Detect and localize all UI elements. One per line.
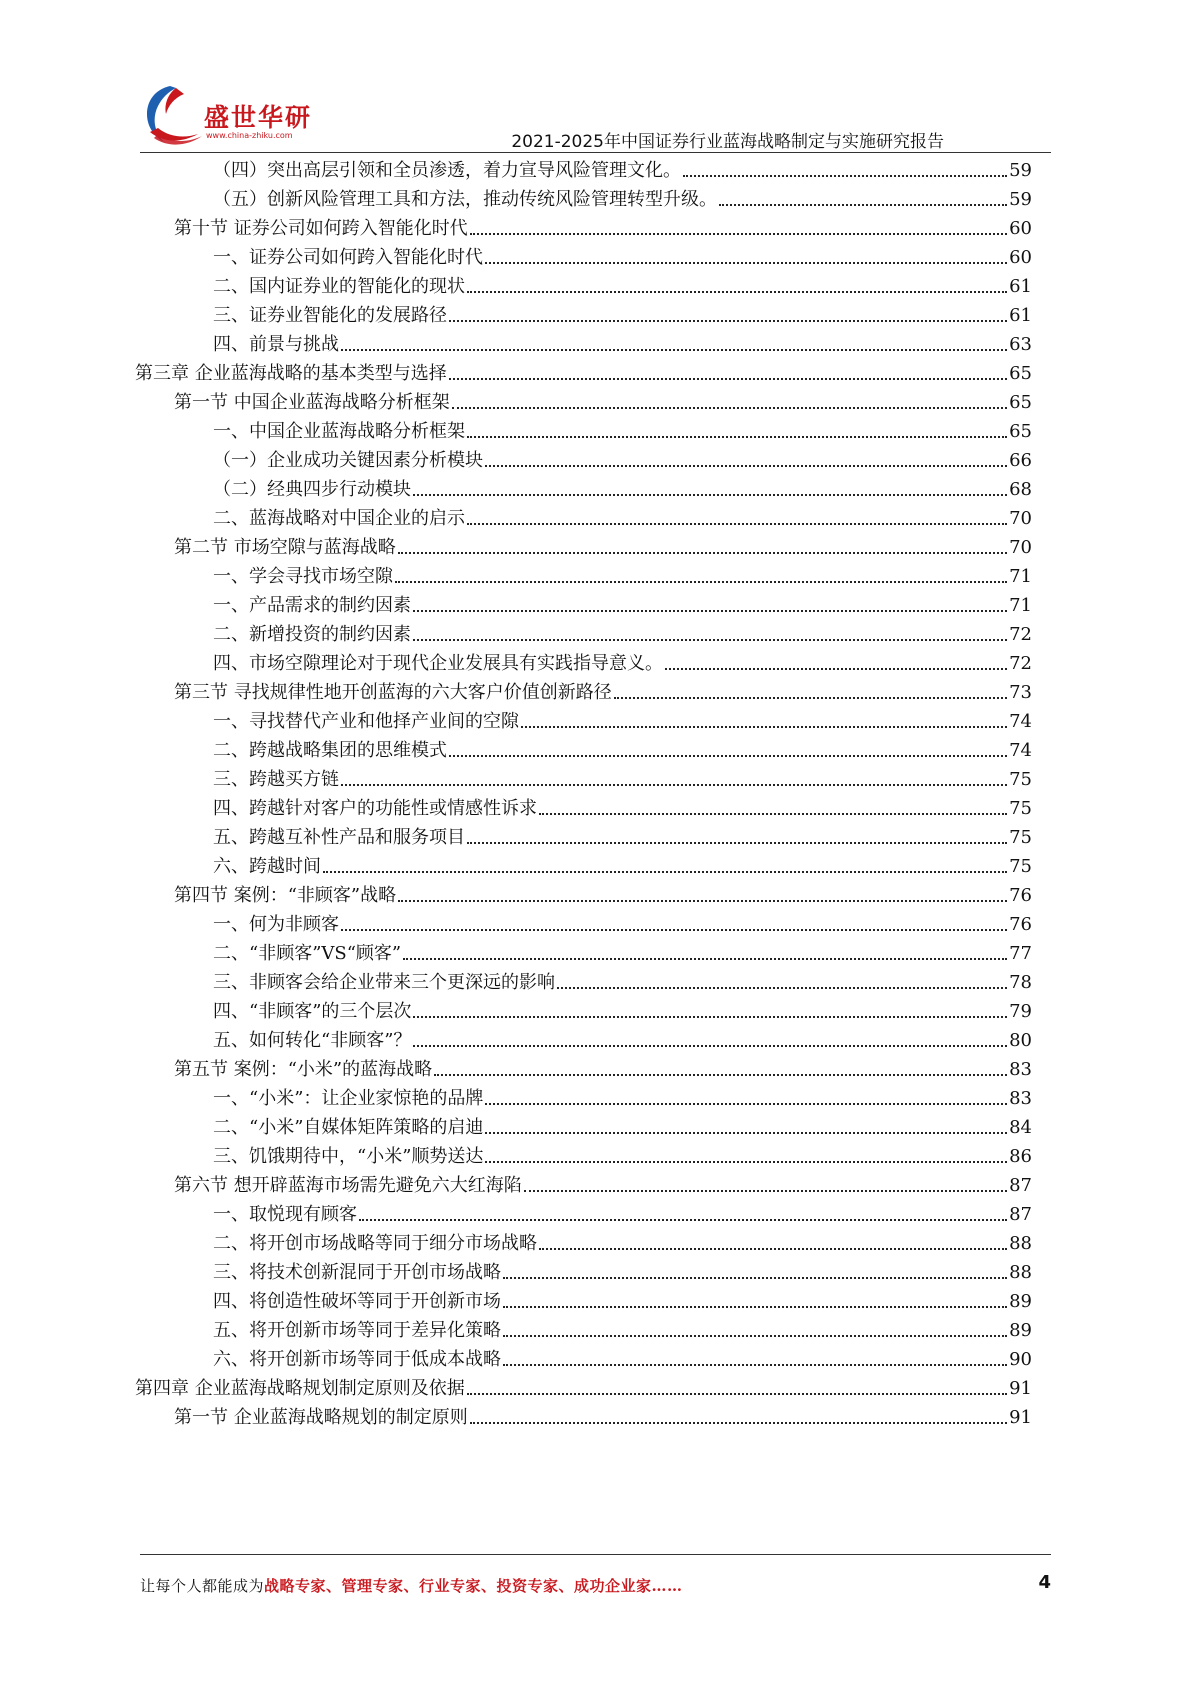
toc-entry-page: 72 bbox=[1009, 653, 1032, 674]
toc-entry-page: 88 bbox=[1009, 1233, 1032, 1254]
toc-dot-leader bbox=[614, 681, 1007, 699]
toc-entry-title: 二、国内证券业的智能化的现状 bbox=[213, 276, 465, 297]
toc-entry-page: 63 bbox=[1009, 334, 1032, 355]
toc-entry-title: 第十节 证券公司如何跨入智能化时代 bbox=[174, 218, 468, 239]
toc-entry-page: 76 bbox=[1009, 914, 1032, 935]
toc-entry-title: 一、产品需求的制约因素 bbox=[213, 595, 411, 616]
toc-entry-page: 89 bbox=[1009, 1291, 1032, 1312]
logo-url: www.china-zhiku.com bbox=[206, 131, 293, 140]
toc-entry-title: 四、前景与挑战 bbox=[213, 334, 339, 355]
toc-entry[interactable] bbox=[213, 333, 1032, 357]
toc-dot-leader bbox=[413, 1029, 1007, 1047]
toc-entry-page: 65 bbox=[1009, 421, 1032, 442]
toc-dot-leader bbox=[403, 942, 1007, 960]
toc-entry-page: 80 bbox=[1009, 1030, 1032, 1051]
toc-entry[interactable] bbox=[174, 1406, 1032, 1430]
toc-entry[interactable] bbox=[174, 681, 1032, 705]
toc-entry[interactable] bbox=[213, 507, 1032, 531]
toc-entry-page: 74 bbox=[1009, 740, 1032, 761]
company-logo bbox=[140, 82, 313, 148]
toc-entry-page: 61 bbox=[1009, 276, 1032, 297]
toc-entry-title: 一、证券公司如何跨入智能化时代 bbox=[213, 247, 483, 268]
toc-entry-page: 77 bbox=[1009, 943, 1032, 964]
toc-entry[interactable] bbox=[213, 159, 1032, 183]
report-title: 2021-2025年中国证券行业蓝海战略制定与实施研究报告 bbox=[511, 132, 944, 152]
toc-entry-page: 78 bbox=[1009, 972, 1032, 993]
toc-entry-title: （一）企业成功关键因素分析模块 bbox=[213, 450, 483, 471]
toc-entry-title: （二）经典四步行动模块 bbox=[213, 479, 411, 500]
toc-entry-title: 五、将开创新市场等同于差异化策略 bbox=[213, 1320, 501, 1341]
toc-entry-page: 65 bbox=[1009, 363, 1032, 384]
toc-entry-page: 59 bbox=[1009, 160, 1032, 181]
toc-entry-title: 第二节 市场空隙与蓝海战略 bbox=[174, 537, 396, 558]
toc-dot-leader bbox=[503, 1319, 1007, 1337]
toc-entry[interactable] bbox=[213, 1145, 1032, 1169]
toc-entry-title: 第六节 想开辟蓝海市场需先避免六大红海陷 bbox=[174, 1175, 522, 1196]
toc-dot-leader bbox=[395, 565, 1007, 583]
toc-entry[interactable] bbox=[213, 1116, 1032, 1140]
toc-dot-leader bbox=[539, 797, 1007, 815]
toc-dot-leader bbox=[485, 246, 1007, 264]
toc-entry-title: 四、“非顾客”的三个层次 bbox=[213, 1001, 412, 1022]
toc-entry[interactable] bbox=[213, 594, 1032, 618]
toc-entry-page: 75 bbox=[1009, 798, 1032, 819]
toc-entry-title: 三、饥饿期待中，“小米”顺势送达 bbox=[213, 1146, 484, 1167]
toc-dot-leader bbox=[503, 1290, 1007, 1308]
toc-dot-leader bbox=[683, 159, 1007, 177]
toc-dot-leader bbox=[719, 188, 1007, 206]
toc-entry-page: 60 bbox=[1009, 247, 1032, 268]
toc-entry-page: 89 bbox=[1009, 1320, 1032, 1341]
toc-entry[interactable] bbox=[213, 739, 1032, 763]
toc-entry-title: 三、跨越买方链 bbox=[213, 769, 339, 790]
toc-entry-title: 四、市场空隙理论对于现代企业发展具有实践指导意义。 bbox=[213, 653, 663, 674]
toc-entry-page: 59 bbox=[1009, 189, 1032, 210]
toc-entry[interactable] bbox=[213, 797, 1032, 821]
toc-entry-title: 二、蓝海战略对中国企业的启示 bbox=[213, 508, 465, 529]
toc-entry[interactable] bbox=[213, 1261, 1032, 1285]
toc-entry[interactable] bbox=[213, 1232, 1032, 1256]
toc-entry-page: 91 bbox=[1009, 1407, 1032, 1428]
toc-entry-page: 86 bbox=[1009, 1146, 1032, 1167]
toc-dot-leader bbox=[449, 362, 1007, 380]
toc-entry[interactable] bbox=[213, 246, 1032, 270]
toc-dot-leader bbox=[503, 1261, 1007, 1279]
toc-entry-title: 三、证券业智能化的发展路径 bbox=[213, 305, 447, 326]
header-divider bbox=[140, 152, 1051, 153]
toc-entry-title: 一、学会寻找市场空隙 bbox=[213, 566, 393, 587]
toc-entry[interactable] bbox=[213, 304, 1032, 328]
toc-entry-title: 一、取悦现有顾客 bbox=[213, 1204, 357, 1225]
toc-entry-page: 83 bbox=[1009, 1088, 1032, 1109]
toc-dot-leader bbox=[413, 594, 1007, 612]
toc-dot-leader bbox=[449, 739, 1007, 757]
toc-entry[interactable] bbox=[213, 188, 1032, 212]
toc-entry[interactable] bbox=[174, 217, 1032, 241]
toc-entry-title: 五、如何转化“非顾客”？ bbox=[213, 1030, 412, 1051]
toc-entry-page: 79 bbox=[1009, 1001, 1032, 1022]
toc-entry-title: 五、跨越互补性产品和服务项目 bbox=[213, 827, 465, 848]
toc-entry[interactable] bbox=[213, 1029, 1032, 1053]
toc-dot-leader bbox=[413, 478, 1007, 496]
toc-entry-page: 71 bbox=[1009, 566, 1032, 587]
toc-dot-leader bbox=[557, 971, 1007, 989]
toc-entry-page: 91 bbox=[1009, 1378, 1032, 1399]
toc-entry-title: 四、跨越针对客户的功能性或情感性诉求 bbox=[213, 798, 537, 819]
toc-entry-title: 第三章 企业蓝海战略的基本类型与选择 bbox=[135, 363, 447, 384]
toc-entry[interactable] bbox=[213, 449, 1032, 473]
toc-entry-page: 70 bbox=[1009, 537, 1032, 558]
toc-entry-page: 87 bbox=[1009, 1204, 1032, 1225]
toc-dot-leader bbox=[470, 217, 1007, 235]
toc-entry-title: 第五节 案例：“小米”的蓝海战略 bbox=[174, 1059, 433, 1080]
toc-dot-leader bbox=[467, 1377, 1007, 1395]
toc-dot-leader bbox=[323, 855, 1007, 873]
toc-entry-title: 第三节 寻找规律性地开创蓝海的六大客户价值创新路径 bbox=[174, 682, 612, 703]
toc-entry[interactable] bbox=[213, 478, 1032, 502]
toc-entry-page: 73 bbox=[1009, 682, 1032, 703]
toc-entry[interactable] bbox=[213, 623, 1032, 647]
toc-entry-title: 三、非顾客会给企业带来三个更深远的影响 bbox=[213, 972, 555, 993]
toc-entry[interactable] bbox=[174, 884, 1032, 908]
toc-dot-leader bbox=[341, 913, 1007, 931]
toc-entry-page: 74 bbox=[1009, 711, 1032, 732]
toc-dot-leader bbox=[470, 1406, 1007, 1424]
footer-divider bbox=[140, 1554, 1051, 1555]
toc-entry-page: 60 bbox=[1009, 218, 1032, 239]
toc-entry-title: 二、跨越战略集团的思维模式 bbox=[213, 740, 447, 761]
toc-dot-leader bbox=[467, 507, 1007, 525]
toc-entry-page: 83 bbox=[1009, 1059, 1032, 1080]
toc-entry-page: 84 bbox=[1009, 1117, 1032, 1138]
toc-entry-title: 二、“非顾客”VS“顾客” bbox=[213, 943, 402, 964]
page-header bbox=[0, 0, 1191, 152]
toc-dot-leader bbox=[467, 826, 1007, 844]
toc-dot-leader bbox=[398, 536, 1007, 554]
toc-entry[interactable] bbox=[213, 710, 1032, 734]
toc-dot-leader bbox=[341, 333, 1007, 351]
toc-entry-page: 65 bbox=[1009, 392, 1032, 413]
toc-entry-title: 四、将创造性破坏等同于开创新市场 bbox=[213, 1291, 501, 1312]
logo-name: 盛世华研 bbox=[204, 103, 313, 132]
toc-dot-leader bbox=[503, 1348, 1007, 1366]
toc-entry-title: 一、中国企业蓝海战略分析框架 bbox=[213, 421, 465, 442]
toc-dot-leader bbox=[539, 1232, 1007, 1250]
footer-slogan bbox=[140, 1575, 683, 1596]
toc-dot-leader bbox=[398, 884, 1007, 902]
toc-entry[interactable] bbox=[213, 855, 1032, 879]
toc-dot-leader bbox=[452, 391, 1007, 409]
toc-dot-leader bbox=[467, 420, 1007, 438]
toc-entry[interactable] bbox=[213, 1000, 1032, 1024]
toc-entry-page: 87 bbox=[1009, 1175, 1032, 1196]
toc-entry[interactable] bbox=[174, 536, 1032, 560]
toc-entry[interactable] bbox=[135, 362, 1032, 386]
toc-dot-leader bbox=[485, 1116, 1007, 1134]
toc-entry-title: 第四节 案例：“非顾客”战略 bbox=[174, 885, 397, 906]
toc-entry[interactable] bbox=[213, 1087, 1032, 1111]
toc-entry[interactable] bbox=[174, 391, 1032, 415]
footer-slogan-roles: 战略专家、管理专家、行业专家、投资专家、成功企业家…… bbox=[264, 1577, 683, 1595]
toc-entry-page: 70 bbox=[1009, 508, 1032, 529]
toc-entry[interactable] bbox=[135, 1377, 1032, 1401]
toc-entry-page: 75 bbox=[1009, 827, 1032, 848]
toc-entry-page: 61 bbox=[1009, 305, 1032, 326]
toc-entry[interactable] bbox=[213, 1203, 1032, 1227]
toc-entry-title: （五）创新风险管理工具和方法，推动传统风险管理转型升级。 bbox=[213, 189, 717, 210]
toc-entry-title: 三、将技术创新混同于开创市场战略 bbox=[213, 1262, 501, 1283]
toc-entry-title: 一、何为非顾客 bbox=[213, 914, 339, 935]
toc-entry-title: 二、将开创市场战略等同于细分市场战略 bbox=[213, 1233, 537, 1254]
toc-entry-title: 一、寻找替代产业和他择产业间的空隙 bbox=[213, 711, 519, 732]
toc-entry-page: 71 bbox=[1009, 595, 1032, 616]
toc-entry-title: 第四章 企业蓝海战略规划制定原则及依据 bbox=[135, 1378, 465, 1399]
toc-entry-title: 一、“小米”：让企业家惊艳的品牌 bbox=[213, 1088, 484, 1109]
toc-entry[interactable] bbox=[213, 913, 1032, 937]
toc-dot-leader bbox=[524, 1174, 1007, 1192]
toc-entry[interactable] bbox=[213, 768, 1032, 792]
toc-entry-title: 第一节 企业蓝海战略规划的制定原则 bbox=[174, 1407, 468, 1428]
toc-entry-title: 六、将开创新市场等同于低成本战略 bbox=[213, 1349, 501, 1370]
toc-entry-page: 72 bbox=[1009, 624, 1032, 645]
toc-entry-title: 六、跨越时间 bbox=[213, 856, 321, 877]
toc-dot-leader bbox=[359, 1203, 1007, 1221]
toc-entry[interactable] bbox=[213, 826, 1032, 850]
toc-dot-leader bbox=[413, 623, 1007, 641]
toc-entry-page: 66 bbox=[1009, 450, 1032, 471]
page-number: 4 bbox=[1038, 1572, 1051, 1593]
toc-entry[interactable] bbox=[213, 942, 1032, 966]
toc-entry[interactable] bbox=[213, 971, 1032, 995]
toc-entry[interactable] bbox=[213, 420, 1032, 444]
toc-entry[interactable] bbox=[213, 275, 1032, 299]
toc-entry-page: 76 bbox=[1009, 885, 1032, 906]
toc-entry-page: 90 bbox=[1009, 1349, 1032, 1370]
toc-dot-leader bbox=[434, 1058, 1007, 1076]
footer-slogan-lead: 让每个人都能成为 bbox=[140, 1577, 265, 1595]
toc-dot-leader bbox=[341, 768, 1007, 786]
toc-entry-title: （四）突出高层引领和全员渗透，着力宣导风险管理文化。 bbox=[213, 160, 681, 181]
toc-entry-page: 88 bbox=[1009, 1262, 1032, 1283]
toc-dot-leader bbox=[449, 304, 1007, 322]
toc-entry[interactable] bbox=[213, 565, 1032, 589]
toc-entry[interactable] bbox=[213, 652, 1032, 676]
toc-entry-page: 75 bbox=[1009, 856, 1032, 877]
toc-dot-leader bbox=[521, 710, 1007, 728]
toc-entry-page: 75 bbox=[1009, 769, 1032, 790]
toc-dot-leader bbox=[413, 1000, 1007, 1018]
toc-entry-title: 二、新增投资的制约因素 bbox=[213, 624, 411, 645]
toc-dot-leader bbox=[485, 449, 1007, 467]
toc-entry-title: 第一节 中国企业蓝海战略分析框架 bbox=[174, 392, 450, 413]
toc-entry[interactable] bbox=[213, 1290, 1032, 1314]
toc-entry-title: 二、“小米”自媒体矩阵策略的启迪 bbox=[213, 1117, 484, 1138]
toc-entry[interactable] bbox=[174, 1058, 1032, 1082]
toc-entry[interactable] bbox=[174, 1174, 1032, 1198]
toc-entry[interactable] bbox=[213, 1319, 1032, 1343]
toc-entry-page: 68 bbox=[1009, 479, 1032, 500]
toc-entry[interactable] bbox=[213, 1348, 1032, 1372]
logo-swirl-icon bbox=[140, 82, 210, 148]
toc-dot-leader bbox=[665, 652, 1007, 670]
toc-dot-leader bbox=[485, 1087, 1007, 1105]
toc-dot-leader bbox=[485, 1145, 1007, 1163]
toc-dot-leader bbox=[467, 275, 1007, 293]
